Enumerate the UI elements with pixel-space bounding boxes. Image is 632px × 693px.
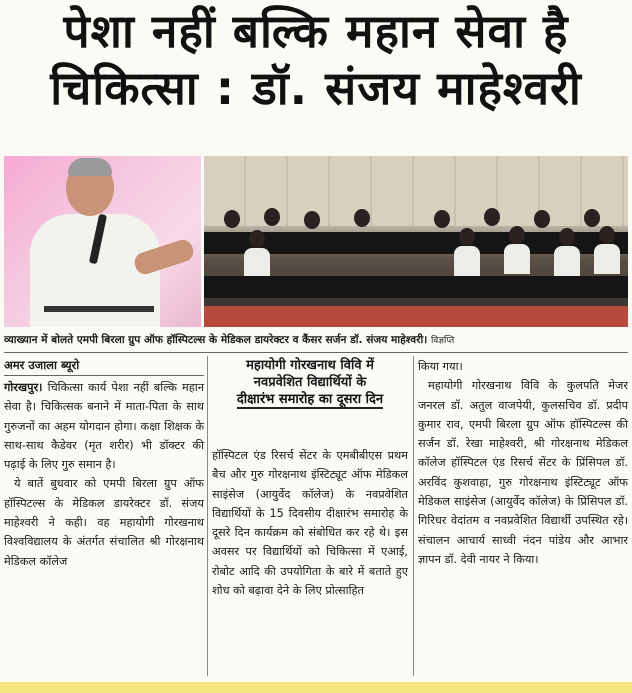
audience-head (484, 208, 500, 226)
subhead-line-1: महायोगी गोरखनाथ विवि में (246, 358, 374, 373)
audience-coat (504, 244, 530, 274)
headline-line-2: चिकित्सा : डॉ. संजय माहेश्वरी (50, 60, 582, 115)
chair-row-front (204, 276, 628, 298)
audience-head (249, 230, 265, 248)
headline (0, 6, 632, 113)
dateline: गोरखपुर। (4, 381, 43, 394)
caption-divider (4, 352, 628, 353)
article-column-3 (418, 357, 628, 569)
audience-coat (554, 246, 580, 276)
audience-head (584, 209, 600, 227)
byline-rule (4, 375, 204, 376)
article-column-2 (212, 446, 408, 600)
page-bottom-strip (0, 682, 632, 693)
audience-row-middle (204, 238, 628, 264)
audience-head (509, 226, 525, 244)
audience-coat (244, 248, 270, 278)
article-paragraph: महायोगी गोरखनाथ विवि के कुलपति मेजर जनरल डॉ. अतुल वाजपेयी, कुलसचिव डॉ. प्रदीप कुमार राव, एमपी बिरला ग्रुप ऑफ हॉस्पिटल्स की सर्जन डॉ. रेखा माहेश्वरी, श्री गोरक्षनाथ मेडिकल कॉलेज हॉस्पिटल एंड रिसर्च सेंटर के प्रिंसिपल डॉ. अरविंद कुशवाहा, गुरु गोरक्षनाथ इंस्टिट्यूट ऑफ मेडिकल साइंसेज (आयुर्वेद कॉलेज) के प्रिंसिपल डॉ. गिरिधर वेदांतम व नवप्रवेशित विद्यार्थी उपस्थित रहे। संचालन आचार्य साध्वी नंदन पांडेय और आभार ज्ञापन डॉ. देवी नायर ने किया। (418, 379, 628, 566)
audience-coat (594, 244, 620, 274)
audience-coat (454, 246, 480, 276)
speaker-hair (68, 158, 112, 176)
speaker-belt (44, 306, 154, 312)
column-divider-1 (207, 356, 208, 676)
byline: अमर उजाला ब्यूरो (4, 358, 80, 372)
audience-head (224, 210, 240, 228)
audience-head (354, 209, 370, 227)
audience-head (559, 228, 575, 246)
audience-photo (204, 156, 628, 327)
audience-head (434, 210, 450, 228)
article-paragraph: चिकित्सा कार्य पेशा नहीं बल्कि महान सेवा है। चिकित्सक बनाने में माता-पिता के साथ गुरुजनों का अहम योगदान होगा। कक्षा शिक्षक के साथ-साथ कैडेवर (मृत शरीर) भी डॉक्टर की पढ़ाई के लिए गुरु समान है। (4, 381, 204, 472)
column-divider-2 (413, 356, 414, 676)
subhead-line-3: दीक्षारंभ समारोह का दूसरा दिन (236, 392, 384, 408)
speaker-photo (4, 156, 201, 327)
subhead-line-2: नवप्रवेशित विद्यार्थियों के (253, 375, 367, 391)
headline-line-1: पेशा नहीं बल्कि महान सेवा है (63, 4, 569, 58)
subheadline (212, 357, 408, 408)
audience-head (599, 226, 615, 244)
audience-head (534, 210, 550, 228)
article-paragraph: किया गया। (418, 360, 463, 373)
photo-caption (4, 333, 628, 351)
caption-text: व्याख्यान में बोलते एमपी बिरला ग्रुप ऑफ हॉस्पिटल्स के मेडिकल डायरेक्टर व कैंसर सर्जन डॉ. संजय माहेश्वरी। (4, 334, 428, 346)
article-paragraph: हॉस्पिटल एंड रिसर्च सेंटर के एमबीबीएस प्रथम बैच और गुरु गोरक्षनाथ इंस्टिट्यूट ऑफ मेडिकल साइंसेज (आयुर्वेद कॉलेज) के नवप्रवेशित विद्यार्थियों के 15 दिवसीय दीक्षारंभ समारोह के दूसरे दिन कार्यक्रम को संबोधित कर रहे थे। इस अवसर पर विद्यार्थियों को चिकित्सा में एआई, रोबोट आदि की उपयोगिता के बारे में बताते हुए शोध को बढ़ावा देने के लिए प्रोत्साहित (212, 449, 408, 598)
audience-head (304, 211, 320, 229)
audience-head (459, 228, 475, 246)
caption-credit: विज्ञप्ति (430, 336, 455, 346)
audience-head (264, 208, 280, 226)
article-paragraph: ये बातें बुधवार को एमपी बिरला ग्रुप ऑफ हॉस्पिटल्स के मेडिकल डायरेक्टर डॉ. संजय माहेश्वरी ने कही। वह महायोगी गोरखनाथ विश्वविद्यालय के अंतर्गत संचालित श्री गोरक्षनाथ मेडिकल कॉलेज (4, 477, 204, 568)
auditorium-floor (204, 306, 628, 327)
article-column-1 (4, 378, 204, 571)
